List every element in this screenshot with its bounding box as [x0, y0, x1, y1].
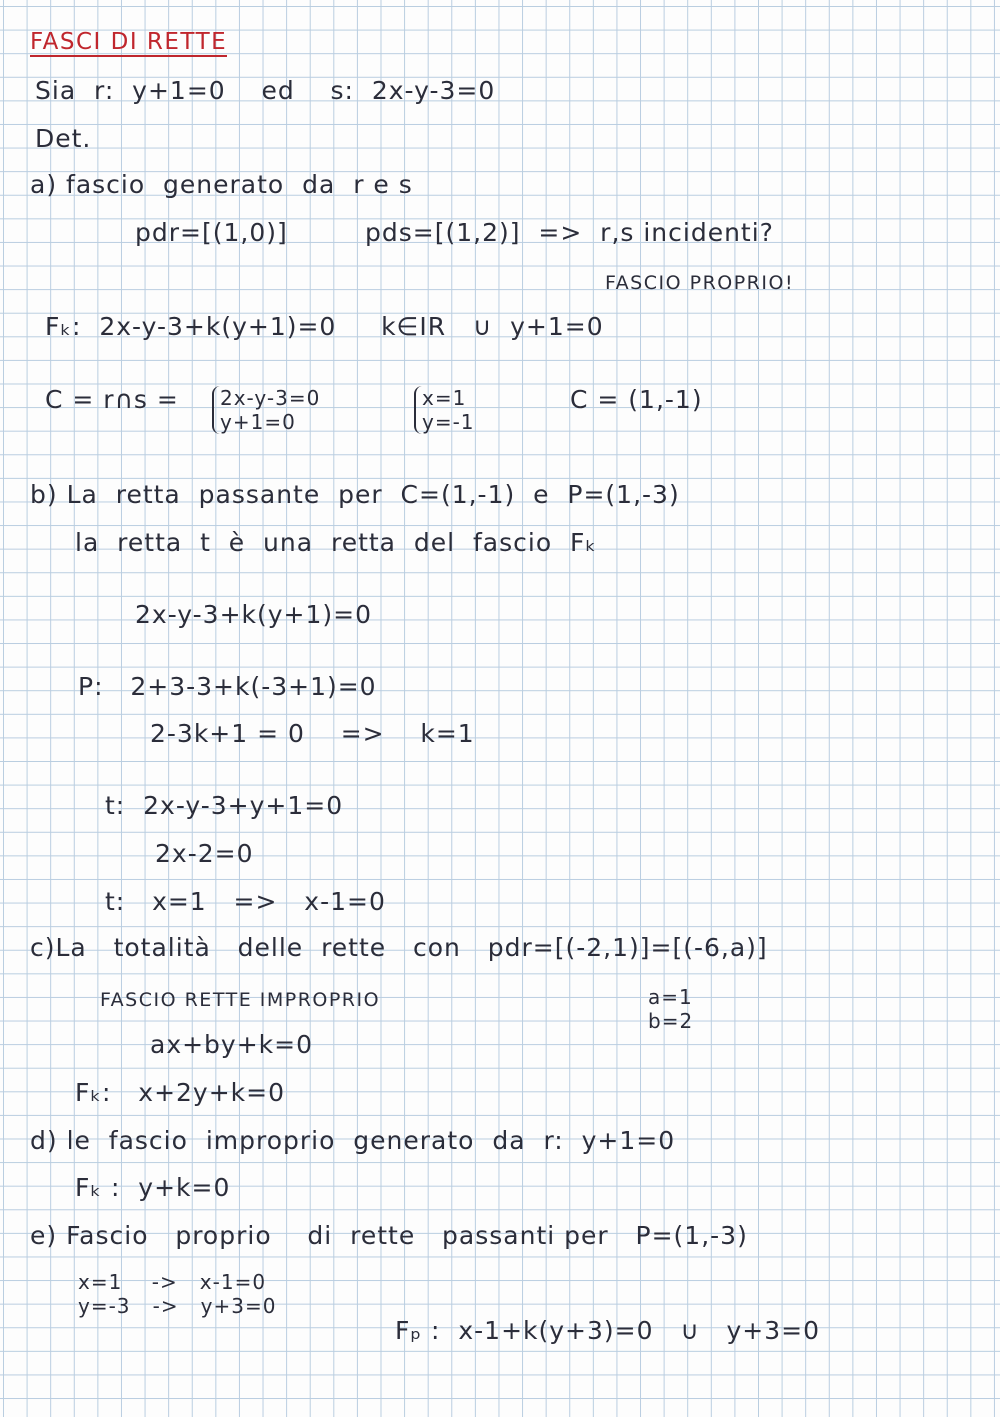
system-1-eq2: y+1=0 [220, 410, 296, 434]
page-title: FASCI DI RETTE [30, 29, 228, 55]
pdr-r: pdr=[(1,0)] [135, 218, 288, 247]
family-equation: Fₖ: 2x-y-3+k(y+1)=0 k∈IR ∪ y+1=0 [45, 312, 604, 341]
system-1-eq1: 2x-y-3=0 [220, 386, 321, 410]
system-1 [212, 386, 320, 434]
part-b-eq5: 2x-2=0 [155, 839, 254, 868]
system-2-eq1: x=1 [422, 386, 467, 410]
center-result: C = (1,-1) [570, 385, 703, 414]
part-b-eq1: 2x-y-3+k(y+1)=0 [135, 600, 372, 629]
center-label: C = r∩s = [45, 385, 179, 414]
part-d-heading: d) le fascio improprio generato da r: y+1=0 [30, 1126, 676, 1155]
part-e-heading: e) Fascio proprio di rette passanti per P=(1,-3) [30, 1221, 748, 1250]
part-c-heading: c)La totalità delle rette con pdr=[(-2,1)]=[(-6,a)] [30, 933, 768, 962]
param-a: a=1 [648, 985, 693, 1009]
det-label: Det. [35, 124, 92, 153]
part-e-row1: x=1 -> x-1=0 [78, 1270, 267, 1294]
part-e-row2: y=-3 -> y+3=0 [78, 1294, 277, 1318]
part-a-heading: a) fascio generato da r e s [30, 170, 413, 199]
fascio-proprio-note: FASCIO PROPRIO! [605, 272, 795, 294]
system-2 [414, 386, 475, 434]
part-c-eq2: Fₖ: x+2y+k=0 [75, 1078, 286, 1107]
part-b-heading: b) La retta passante per C=(1,-1) e P=(1,-3) [30, 480, 680, 509]
part-b-line2: la retta t è una retta del fascio Fₖ [75, 528, 598, 557]
part-c-eq1: ax+by+k=0 [150, 1030, 314, 1059]
part-b-eq4: t: 2x-y-3+y+1=0 [105, 791, 344, 820]
part-e-family: Fₚ : x-1+k(y+3)=0 ∪ y+3=0 [395, 1316, 820, 1345]
pdr-s: pds=[(1,2)] => r,s incidenti? [365, 218, 774, 247]
part-b-eq3: 2-3k+1 = 0 => k=1 [150, 719, 475, 748]
system-2-eq2: y=-1 [422, 410, 475, 434]
part-d-eq1: Fₖ : y+k=0 [75, 1173, 231, 1202]
fascio-improprio-note: FASCIO RETTE IMPROPRIO [100, 989, 381, 1011]
part-b-eq2: P: 2+3-3+k(-3+1)=0 [78, 672, 377, 701]
part-b-eq6: t: x=1 => x-1=0 [105, 887, 386, 916]
param-b: b=2 [648, 1009, 694, 1033]
intro-line: Sia r: y+1=0 ed s: 2x-y-3=0 [35, 76, 496, 105]
